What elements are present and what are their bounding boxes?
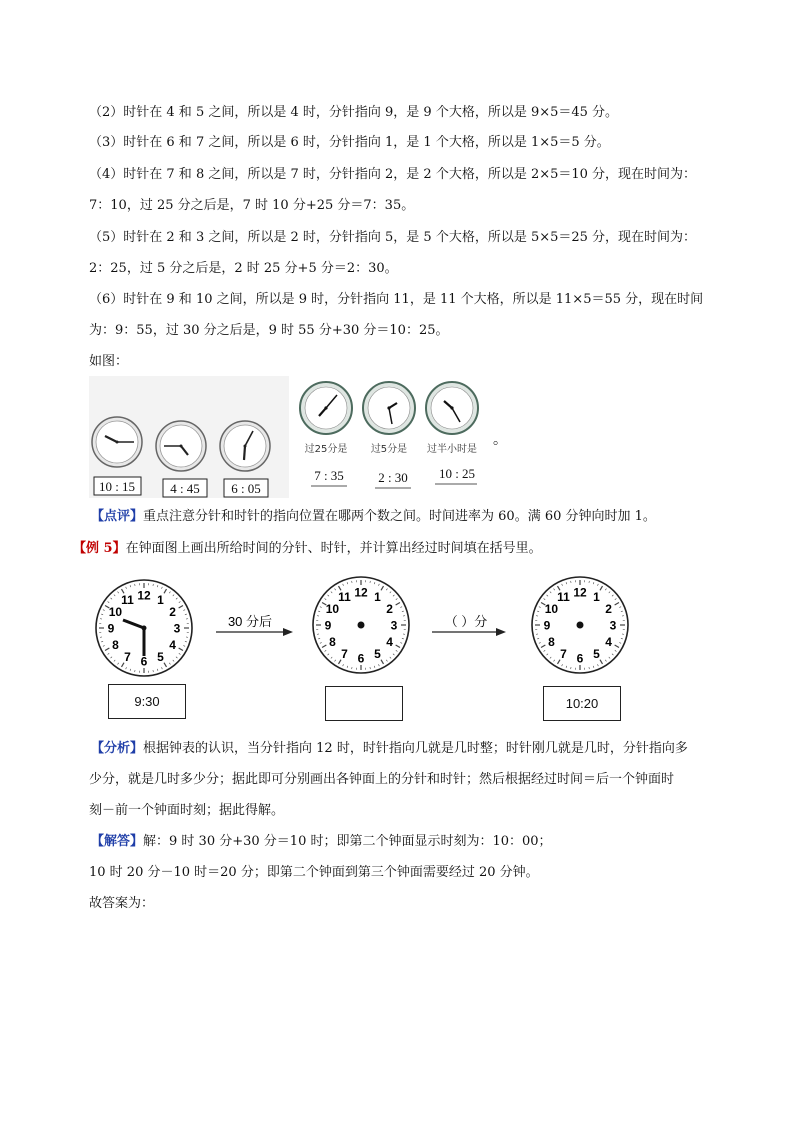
clock-number: 7: [341, 647, 348, 662]
clock-number: 12: [573, 585, 587, 600]
exercise-clock-face[interactable]: [532, 577, 628, 673]
clock-number: 10: [325, 602, 340, 616]
arrow-1-label: 30 分后: [227, 614, 273, 629]
clock-number: 4: [169, 638, 176, 652]
clock-face: [426, 382, 478, 434]
text-line: 故答案为：: [89, 896, 155, 911]
clock-number: 2: [169, 605, 176, 619]
clock-number: 6: [140, 654, 148, 669]
clock-number: 3: [390, 618, 398, 633]
clock-number: 5: [157, 650, 164, 665]
analysis-text: 根据钟表的认识，当分针指向 12 时，时针指向几就是几时整；时针刚几就是几时，分针指向多: [143, 741, 688, 756]
clock-caption: 过5分是: [370, 444, 408, 455]
clock-number: 11: [557, 589, 570, 604]
comment-text: 重点注意分针和时针的指向位置在哪两个数之间。时间进率为 60。满 60 分钟向时加 1。: [143, 509, 656, 524]
comment-line: [91, 508, 656, 526]
clock-face: [220, 421, 270, 471]
clock-center: [142, 626, 147, 631]
text-line: 10 时 20 分－10 时＝20 分；即第二个钟面到第三个钟面需要经过 20 分钟。: [89, 865, 539, 880]
example-text: 在钟面图上画出所给时间的分针、时针，并计算出经过时间填在括号里。: [125, 541, 542, 556]
arrow-2-head: [496, 628, 506, 636]
clock-answers-figure: [89, 376, 507, 498]
clock-number: 7: [560, 647, 567, 662]
answer-time: 4 : 45: [170, 481, 200, 496]
answer-time: 10 : 15: [98, 479, 136, 494]
clock-number: 6: [357, 651, 365, 666]
arrow-1-head: [283, 628, 293, 636]
text-line: 如图：: [89, 354, 129, 369]
clock-number: 10: [544, 602, 559, 616]
clock-number: 8: [329, 635, 336, 649]
text-line: 2：25，过 5 分之后是，2 时 25 分+5 分＝2：30。: [89, 261, 398, 276]
answer-line: [91, 833, 552, 851]
clock-caption: 过半小时是: [427, 444, 477, 455]
clock-number: 3: [173, 621, 181, 636]
clock-number: 8: [112, 638, 119, 652]
clock-caption: 过25分是: [304, 444, 348, 455]
text-line: （6）时针在 9 和 10 之间，所以是 9 时，分针指向 11，是 11 个大格，所以是 11×5＝55 分，现在时间: [89, 292, 704, 307]
analysis-line: [91, 740, 688, 758]
text-line: （2）时针在 4 和 5 之间，所以是 4 时，分针指向 9，是 9 个大格，所以是 9×5＝45 分。: [89, 105, 619, 120]
clock-number: 2: [386, 602, 393, 616]
clock-face: [156, 421, 206, 471]
answer-tag: 【解答】: [91, 834, 144, 849]
clock-number: 6: [576, 651, 584, 666]
clock-number: 9: [107, 621, 115, 636]
clock-number: 11: [121, 592, 134, 607]
clock-number: 11: [338, 589, 351, 604]
answer-text: 解：9 时 30 分+30 分＝10 时；即第二个钟面显示时刻为：10：00；: [143, 834, 552, 849]
exercise-clock-face[interactable]: [313, 577, 409, 673]
clock-number: 3: [609, 618, 617, 633]
clock-number: 10: [108, 605, 123, 619]
clock-number: 12: [354, 585, 368, 600]
text-line: （3）时针在 6 和 7 之间，所以是 6 时，分针指向 1，是 1 个大格，所以是 1×5＝5 分。: [89, 135, 610, 150]
clock-number: 4: [386, 635, 393, 649]
analysis-tag: 【分析】: [91, 741, 144, 756]
text-line: 刻－前一个钟面时刻；据此得解。: [89, 803, 285, 818]
clock-number: 12: [137, 588, 151, 603]
end-mark: 。: [493, 432, 507, 448]
clock-face: [92, 417, 142, 467]
clock-center: [358, 622, 365, 629]
clock-number: 2: [605, 602, 612, 616]
clock-number: 5: [374, 647, 381, 662]
clock-number: 1: [593, 589, 600, 604]
result-time: 2 : 30: [378, 470, 408, 485]
text-line: （4）时针在 7 和 8 之间，所以是 7 时，分针指向 2，是 2 个大格，所以是 2×5＝10 分，现在时间为：: [89, 167, 697, 182]
exercise-clock-face: [96, 580, 192, 676]
comment-tag: 【点评】: [91, 509, 144, 524]
result-time: 10 : 25: [438, 466, 476, 481]
time-box-2[interactable]: [325, 686, 403, 721]
result-time: 7 : 35: [314, 468, 344, 483]
time-box-3: 10:20: [543, 686, 621, 721]
text-line: （5）时针在 2 和 3 之间，所以是 2 时，分针指向 5，是 5 个大格，所以是 5×5＝25 分，现在时间为：: [89, 230, 697, 245]
clock-number: 5: [593, 647, 600, 662]
text-line: 少分，就是几时多少分；据此即可分别画出各钟面上的分针和时针；然后根据经过时间＝后一个钟面时: [89, 772, 675, 787]
clock-number: 1: [157, 592, 164, 607]
example-line: [73, 540, 542, 558]
time-box-1: 9:30: [108, 684, 186, 719]
example-tag: 【例 5】: [73, 541, 126, 556]
clock-number: 4: [605, 635, 612, 649]
clock-face: [300, 382, 352, 434]
clock-number: 1: [374, 589, 381, 604]
clock-number: 9: [543, 618, 551, 633]
clock-number: 9: [324, 618, 332, 633]
text-line: 为：9：55，过 30 分之后是，9 时 55 分+30 分＝10：25。: [89, 323, 449, 338]
clock-number: 8: [548, 635, 555, 649]
clock-face: [363, 382, 415, 434]
arrow-2-label: （ ）分: [444, 614, 488, 629]
answer-time: 6 : 05: [231, 481, 261, 496]
text-line: 7：10，过 25 分之后是，7 时 10 分+25 分＝7：35。: [89, 198, 415, 213]
clock-center: [577, 622, 584, 629]
clock-number: 7: [124, 650, 131, 665]
